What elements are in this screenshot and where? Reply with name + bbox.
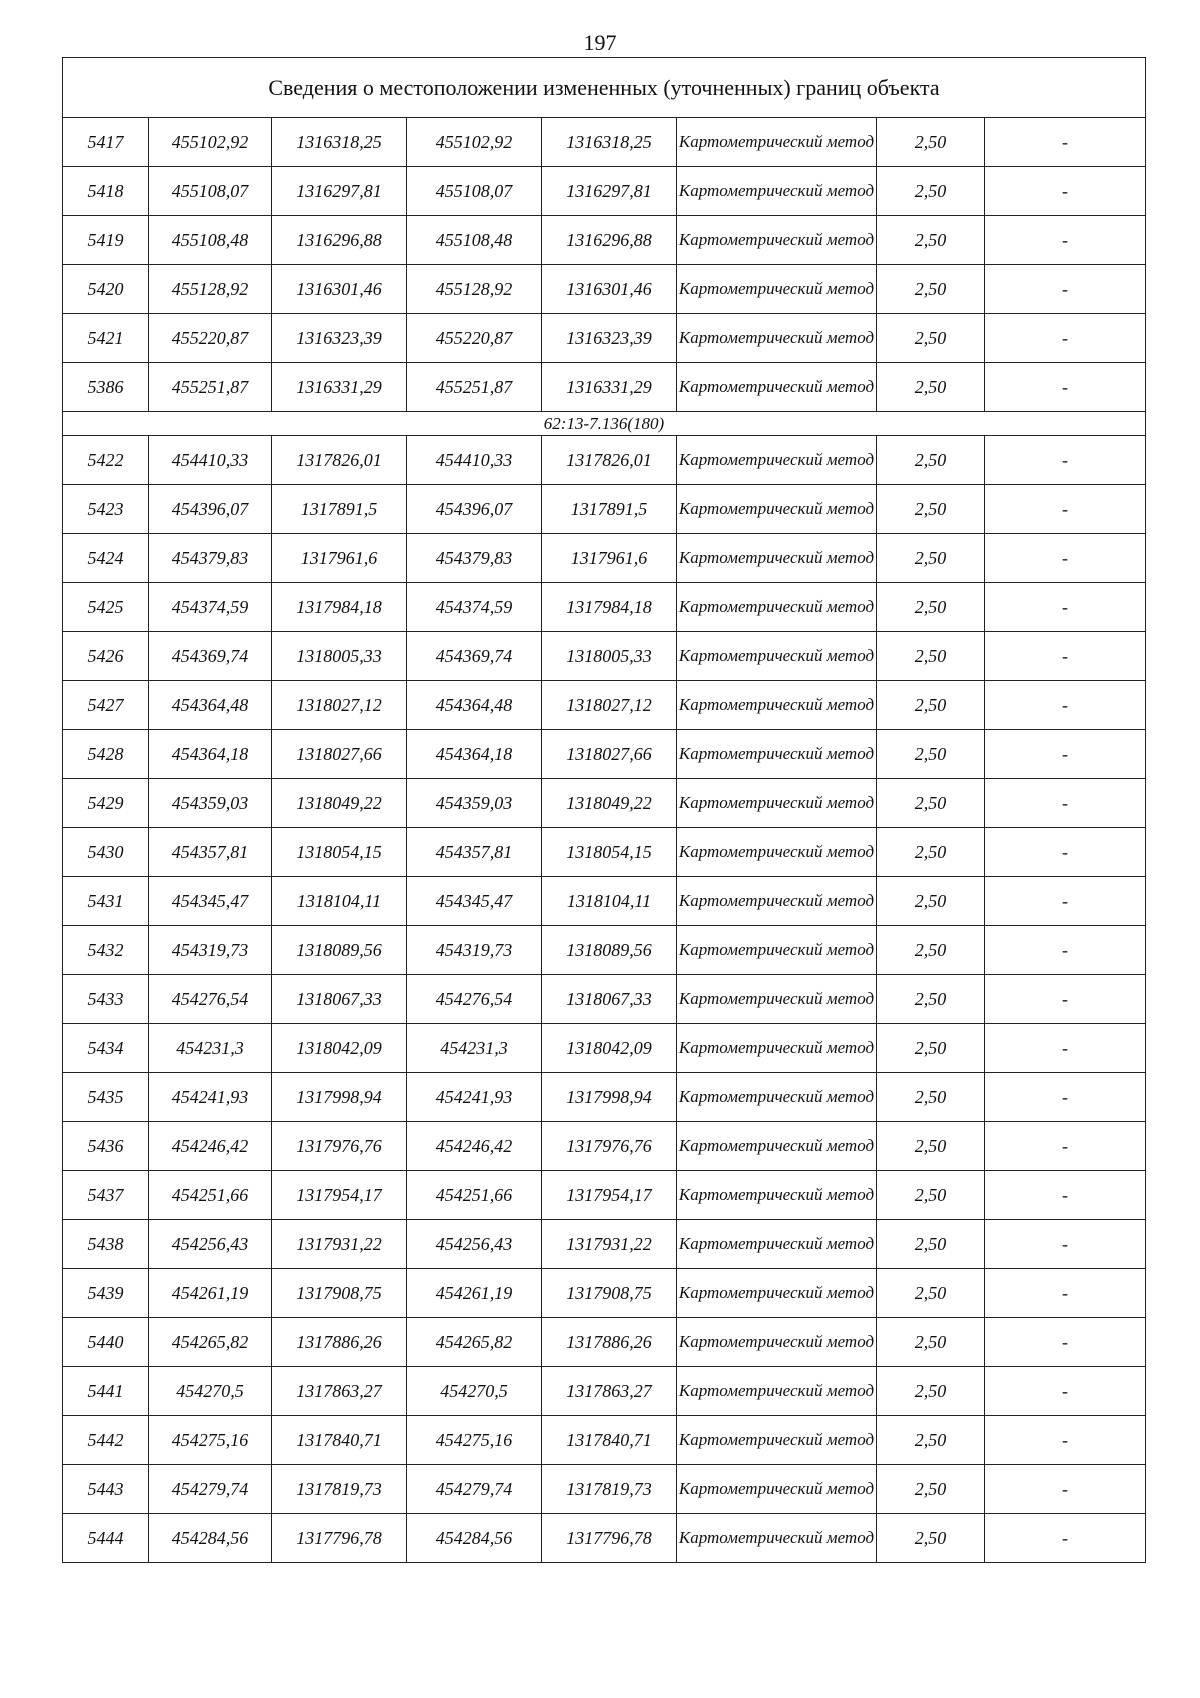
cell-y-existing: 1318027,66 xyxy=(272,730,407,779)
cell-x-existing: 454319,73 xyxy=(149,926,272,975)
section-label: 62:13-7.136(180) xyxy=(63,412,1146,436)
cell-method: Картометрический метод xyxy=(677,534,877,583)
cell-precision: 2,50 xyxy=(877,1367,985,1416)
cell-point-number: 5443 xyxy=(63,1465,149,1514)
cell-precision: 2,50 xyxy=(877,118,985,167)
cell-method: Картометрический метод xyxy=(677,1465,877,1514)
cell-precision: 2,50 xyxy=(877,436,985,485)
table-row xyxy=(63,314,1146,363)
cell-x-new: 454270,5 xyxy=(407,1367,542,1416)
cell-precision: 2,50 xyxy=(877,1122,985,1171)
cell-method: Картометрический метод xyxy=(677,828,877,877)
cell-y-existing: 1317998,94 xyxy=(272,1073,407,1122)
cell-precision: 2,50 xyxy=(877,632,985,681)
cell-point-number: 5442 xyxy=(63,1416,149,1465)
table-row xyxy=(63,828,1146,877)
cell-method: Картометрический метод xyxy=(677,681,877,730)
cell-method: Картометрический метод xyxy=(677,1171,877,1220)
cell-point-number: 5432 xyxy=(63,926,149,975)
cell-y-existing: 1318027,12 xyxy=(272,681,407,730)
cell-y-new: 1318027,12 xyxy=(542,681,677,730)
cell-description: - xyxy=(985,314,1146,363)
table-row xyxy=(63,167,1146,216)
cell-description: - xyxy=(985,1220,1146,1269)
cell-method: Картометрический метод xyxy=(677,436,877,485)
cell-x-new: 455251,87 xyxy=(407,363,542,412)
cell-x-new: 455220,87 xyxy=(407,314,542,363)
cell-y-new: 1318104,11 xyxy=(542,877,677,926)
cell-x-existing: 454364,48 xyxy=(149,681,272,730)
cell-y-new: 1318054,15 xyxy=(542,828,677,877)
table-row xyxy=(63,1514,1146,1563)
cell-method: Картометрический метод xyxy=(677,314,877,363)
cell-precision: 2,50 xyxy=(877,583,985,632)
cell-point-number: 5444 xyxy=(63,1514,149,1563)
cell-y-existing: 1318104,11 xyxy=(272,877,407,926)
cell-y-new: 1317954,17 xyxy=(542,1171,677,1220)
table-row xyxy=(63,485,1146,534)
cell-precision: 2,50 xyxy=(877,1171,985,1220)
cell-y-existing: 1317826,01 xyxy=(272,436,407,485)
cell-y-existing: 1317886,26 xyxy=(272,1318,407,1367)
cell-precision: 2,50 xyxy=(877,1269,985,1318)
cell-x-new: 454284,56 xyxy=(407,1514,542,1563)
cell-method: Картометрический метод xyxy=(677,1514,877,1563)
cell-method: Картометрический метод xyxy=(677,1416,877,1465)
table-row xyxy=(63,877,1146,926)
cell-x-new: 454276,54 xyxy=(407,975,542,1024)
cell-y-new: 1318049,22 xyxy=(542,779,677,828)
cell-x-new: 455102,92 xyxy=(407,118,542,167)
cell-point-number: 5436 xyxy=(63,1122,149,1171)
table-row xyxy=(63,1171,1146,1220)
cell-point-number: 5428 xyxy=(63,730,149,779)
cell-description: - xyxy=(985,118,1146,167)
cell-description: - xyxy=(985,681,1146,730)
cell-method: Картометрический метод xyxy=(677,265,877,314)
cell-y-new: 1317976,76 xyxy=(542,1122,677,1171)
cell-y-new: 1318005,33 xyxy=(542,632,677,681)
cell-y-existing: 1316296,88 xyxy=(272,216,407,265)
table-row xyxy=(63,534,1146,583)
cell-point-number: 5423 xyxy=(63,485,149,534)
cell-method: Картометрический метод xyxy=(677,632,877,681)
cell-x-existing: 455108,07 xyxy=(149,167,272,216)
cell-point-number: 5437 xyxy=(63,1171,149,1220)
cell-point-number: 5438 xyxy=(63,1220,149,1269)
cell-precision: 2,50 xyxy=(877,1318,985,1367)
table-row xyxy=(63,583,1146,632)
cell-y-new: 1316297,81 xyxy=(542,167,677,216)
cell-precision: 2,50 xyxy=(877,265,985,314)
cell-x-existing: 454279,74 xyxy=(149,1465,272,1514)
table-row xyxy=(63,926,1146,975)
cell-x-existing: 454364,18 xyxy=(149,730,272,779)
cell-description: - xyxy=(985,265,1146,314)
cell-x-new: 454396,07 xyxy=(407,485,542,534)
cell-x-new: 454359,03 xyxy=(407,779,542,828)
cell-y-existing: 1317984,18 xyxy=(272,583,407,632)
cell-point-number: 5433 xyxy=(63,975,149,1024)
cell-description: - xyxy=(985,583,1146,632)
cell-point-number: 5420 xyxy=(63,265,149,314)
cell-description: - xyxy=(985,1318,1146,1367)
cell-point-number: 5425 xyxy=(63,583,149,632)
cell-y-new: 1317796,78 xyxy=(542,1514,677,1563)
cell-x-new: 454369,74 xyxy=(407,632,542,681)
cell-y-new: 1317826,01 xyxy=(542,436,677,485)
cell-y-existing: 1318067,33 xyxy=(272,975,407,1024)
cell-point-number: 5435 xyxy=(63,1073,149,1122)
cell-description: - xyxy=(985,779,1146,828)
cell-point-number: 5386 xyxy=(63,363,149,412)
cell-x-existing: 455108,48 xyxy=(149,216,272,265)
cell-x-existing: 454265,82 xyxy=(149,1318,272,1367)
cell-y-existing: 1316323,39 xyxy=(272,314,407,363)
cell-point-number: 5426 xyxy=(63,632,149,681)
cell-x-new: 454279,74 xyxy=(407,1465,542,1514)
cell-point-number: 5434 xyxy=(63,1024,149,1073)
cell-method: Картометрический метод xyxy=(677,1269,877,1318)
cell-y-existing: 1317908,75 xyxy=(272,1269,407,1318)
cell-x-new: 454231,3 xyxy=(407,1024,542,1073)
table-row xyxy=(63,1122,1146,1171)
table-row xyxy=(63,1465,1146,1514)
cell-x-new: 454379,83 xyxy=(407,534,542,583)
cell-description: - xyxy=(985,1024,1146,1073)
table-row xyxy=(63,265,1146,314)
table-row xyxy=(63,1416,1146,1465)
cell-y-new: 1317886,26 xyxy=(542,1318,677,1367)
cell-x-new: 454251,66 xyxy=(407,1171,542,1220)
cell-method: Картометрический метод xyxy=(677,1024,877,1073)
cell-x-new: 454364,48 xyxy=(407,681,542,730)
cell-y-new: 1316323,39 xyxy=(542,314,677,363)
cell-y-new: 1317819,73 xyxy=(542,1465,677,1514)
cell-x-new: 454374,59 xyxy=(407,583,542,632)
cell-description: - xyxy=(985,1416,1146,1465)
cell-x-existing: 455251,87 xyxy=(149,363,272,412)
cell-precision: 2,50 xyxy=(877,681,985,730)
coordinates-table xyxy=(62,57,1146,1563)
cell-y-new: 1317931,22 xyxy=(542,1220,677,1269)
table-row xyxy=(63,730,1146,779)
cell-x-existing: 454379,83 xyxy=(149,534,272,583)
cell-y-existing: 1316331,29 xyxy=(272,363,407,412)
cell-description: - xyxy=(985,926,1146,975)
page-number: 197 xyxy=(583,30,617,55)
cell-point-number: 5429 xyxy=(63,779,149,828)
cell-description: - xyxy=(985,1465,1146,1514)
cell-precision: 2,50 xyxy=(877,828,985,877)
cell-method: Картометрический метод xyxy=(677,730,877,779)
table-row xyxy=(63,1220,1146,1269)
cell-description: - xyxy=(985,534,1146,583)
cell-precision: 2,50 xyxy=(877,485,985,534)
cell-precision: 2,50 xyxy=(877,877,985,926)
cell-y-existing: 1317976,76 xyxy=(272,1122,407,1171)
table-row xyxy=(63,363,1146,412)
cell-description: - xyxy=(985,975,1146,1024)
cell-point-number: 5419 xyxy=(63,216,149,265)
table-row xyxy=(63,118,1146,167)
cell-y-new: 1318027,66 xyxy=(542,730,677,779)
cell-y-new: 1316301,46 xyxy=(542,265,677,314)
cell-x-existing: 454241,93 xyxy=(149,1073,272,1122)
cell-method: Картометрический метод xyxy=(677,1220,877,1269)
cell-point-number: 5422 xyxy=(63,436,149,485)
cell-x-new: 454319,73 xyxy=(407,926,542,975)
cell-method: Картометрический метод xyxy=(677,1122,877,1171)
cell-y-existing: 1317954,17 xyxy=(272,1171,407,1220)
cell-y-existing: 1317840,71 xyxy=(272,1416,407,1465)
table-title: Сведения о местоположении измененных (уточненных) границ объекта xyxy=(63,58,1146,118)
cell-precision: 2,50 xyxy=(877,314,985,363)
cell-x-new: 454256,43 xyxy=(407,1220,542,1269)
cell-y-existing: 1318005,33 xyxy=(272,632,407,681)
cell-point-number: 5431 xyxy=(63,877,149,926)
cell-y-existing: 1318049,22 xyxy=(272,779,407,828)
cell-description: - xyxy=(985,828,1146,877)
cell-point-number: 5421 xyxy=(63,314,149,363)
cell-description: - xyxy=(985,1367,1146,1416)
cell-y-new: 1317863,27 xyxy=(542,1367,677,1416)
cell-y-existing: 1316297,81 xyxy=(272,167,407,216)
cell-y-new: 1316318,25 xyxy=(542,118,677,167)
cell-x-new: 454410,33 xyxy=(407,436,542,485)
cell-x-new: 454364,18 xyxy=(407,730,542,779)
cell-precision: 2,50 xyxy=(877,730,985,779)
cell-x-existing: 454284,56 xyxy=(149,1514,272,1563)
cell-x-new: 454246,42 xyxy=(407,1122,542,1171)
cell-x-existing: 454270,5 xyxy=(149,1367,272,1416)
cell-description: - xyxy=(985,730,1146,779)
cell-y-existing: 1318054,15 xyxy=(272,828,407,877)
cell-y-existing: 1317863,27 xyxy=(272,1367,407,1416)
cell-precision: 2,50 xyxy=(877,363,985,412)
cell-x-new: 455128,92 xyxy=(407,265,542,314)
cell-x-existing: 455220,87 xyxy=(149,314,272,363)
cell-y-existing: 1316318,25 xyxy=(272,118,407,167)
cell-description: - xyxy=(985,436,1146,485)
cell-precision: 2,50 xyxy=(877,216,985,265)
cell-x-existing: 454357,81 xyxy=(149,828,272,877)
cell-y-new: 1316296,88 xyxy=(542,216,677,265)
cell-x-new: 454261,19 xyxy=(407,1269,542,1318)
table-row xyxy=(63,975,1146,1024)
cell-x-existing: 454256,43 xyxy=(149,1220,272,1269)
cell-y-new: 1317908,75 xyxy=(542,1269,677,1318)
cell-point-number: 5441 xyxy=(63,1367,149,1416)
cell-method: Картометрический метод xyxy=(677,363,877,412)
cell-y-existing: 1317891,5 xyxy=(272,485,407,534)
table-row xyxy=(63,1367,1146,1416)
cell-point-number: 5430 xyxy=(63,828,149,877)
cell-precision: 2,50 xyxy=(877,926,985,975)
cell-method: Картометрический метод xyxy=(677,583,877,632)
cell-method: Картометрический метод xyxy=(677,1318,877,1367)
cell-y-existing: 1316301,46 xyxy=(272,265,407,314)
cell-description: - xyxy=(985,485,1146,534)
cell-x-new: 454241,93 xyxy=(407,1073,542,1122)
cell-y-new: 1318067,33 xyxy=(542,975,677,1024)
cell-y-existing: 1317961,6 xyxy=(272,534,407,583)
cell-y-existing: 1317931,22 xyxy=(272,1220,407,1269)
cell-precision: 2,50 xyxy=(877,779,985,828)
cell-y-new: 1318042,09 xyxy=(542,1024,677,1073)
cell-description: - xyxy=(985,1073,1146,1122)
cell-description: - xyxy=(985,632,1146,681)
cell-x-existing: 454374,59 xyxy=(149,583,272,632)
cell-precision: 2,50 xyxy=(877,1073,985,1122)
cell-description: - xyxy=(985,1122,1146,1171)
cell-y-existing: 1317796,78 xyxy=(272,1514,407,1563)
cell-method: Картометрический метод xyxy=(677,118,877,167)
cell-y-existing: 1318042,09 xyxy=(272,1024,407,1073)
cell-method: Картометрический метод xyxy=(677,877,877,926)
cell-point-number: 5439 xyxy=(63,1269,149,1318)
cell-x-existing: 454275,16 xyxy=(149,1416,272,1465)
cell-y-existing: 1317819,73 xyxy=(272,1465,407,1514)
cell-y-new: 1316331,29 xyxy=(542,363,677,412)
cell-y-new: 1317840,71 xyxy=(542,1416,677,1465)
cell-point-number: 5418 xyxy=(63,167,149,216)
cell-x-existing: 454345,47 xyxy=(149,877,272,926)
cell-point-number: 5440 xyxy=(63,1318,149,1367)
cell-x-new: 455108,48 xyxy=(407,216,542,265)
table-row xyxy=(63,1073,1146,1122)
table-row xyxy=(63,216,1146,265)
cell-y-new: 1317998,94 xyxy=(542,1073,677,1122)
cell-precision: 2,50 xyxy=(877,1024,985,1073)
table-row xyxy=(63,436,1146,485)
cell-x-existing: 454359,03 xyxy=(149,779,272,828)
cell-x-new: 454357,81 xyxy=(407,828,542,877)
cell-x-existing: 454231,3 xyxy=(149,1024,272,1073)
cell-method: Картометрический метод xyxy=(677,1367,877,1416)
cell-method: Картометрический метод xyxy=(677,1073,877,1122)
cell-y-new: 1317984,18 xyxy=(542,583,677,632)
cell-x-new: 454275,16 xyxy=(407,1416,542,1465)
cell-description: - xyxy=(985,1269,1146,1318)
cell-method: Картометрический метод xyxy=(677,167,877,216)
cell-point-number: 5424 xyxy=(63,534,149,583)
table-row xyxy=(63,1024,1146,1073)
cell-x-new: 454265,82 xyxy=(407,1318,542,1367)
table-row xyxy=(63,681,1146,730)
cell-description: - xyxy=(985,1514,1146,1563)
cell-precision: 2,50 xyxy=(877,534,985,583)
cell-point-number: 5417 xyxy=(63,118,149,167)
table-row xyxy=(63,1269,1146,1318)
table-body xyxy=(63,58,1146,1563)
cell-x-new: 455108,07 xyxy=(407,167,542,216)
cell-method: Картометрический метод xyxy=(677,485,877,534)
cell-x-existing: 454276,54 xyxy=(149,975,272,1024)
cell-description: - xyxy=(985,1171,1146,1220)
cell-y-new: 1317891,5 xyxy=(542,485,677,534)
cell-method: Картометрический метод xyxy=(677,926,877,975)
cell-x-existing: 454251,66 xyxy=(149,1171,272,1220)
table-row xyxy=(63,632,1146,681)
table-row xyxy=(63,1318,1146,1367)
cell-x-existing: 455102,92 xyxy=(149,118,272,167)
cell-description: - xyxy=(985,216,1146,265)
cell-point-number: 5427 xyxy=(63,681,149,730)
cell-y-existing: 1318089,56 xyxy=(272,926,407,975)
cell-x-existing: 454246,42 xyxy=(149,1122,272,1171)
cell-precision: 2,50 xyxy=(877,1465,985,1514)
cell-precision: 2,50 xyxy=(877,1220,985,1269)
cell-x-existing: 455128,92 xyxy=(149,265,272,314)
cell-precision: 2,50 xyxy=(877,975,985,1024)
cell-x-new: 454345,47 xyxy=(407,877,542,926)
cell-x-existing: 454261,19 xyxy=(149,1269,272,1318)
cell-y-new: 1318089,56 xyxy=(542,926,677,975)
cell-x-existing: 454369,74 xyxy=(149,632,272,681)
cell-method: Картометрический метод xyxy=(677,975,877,1024)
cell-x-existing: 454396,07 xyxy=(149,485,272,534)
cell-precision: 2,50 xyxy=(877,1514,985,1563)
cell-precision: 2,50 xyxy=(877,1416,985,1465)
section-header-row xyxy=(63,412,1146,436)
cell-x-existing: 454410,33 xyxy=(149,436,272,485)
cell-description: - xyxy=(985,167,1146,216)
cell-description: - xyxy=(985,877,1146,926)
table-row xyxy=(63,779,1146,828)
cell-y-new: 1317961,6 xyxy=(542,534,677,583)
cell-method: Картометрический метод xyxy=(677,779,877,828)
cell-precision: 2,50 xyxy=(877,167,985,216)
cell-description: - xyxy=(985,363,1146,412)
title-row xyxy=(63,58,1146,118)
cell-method: Картометрический метод xyxy=(677,216,877,265)
